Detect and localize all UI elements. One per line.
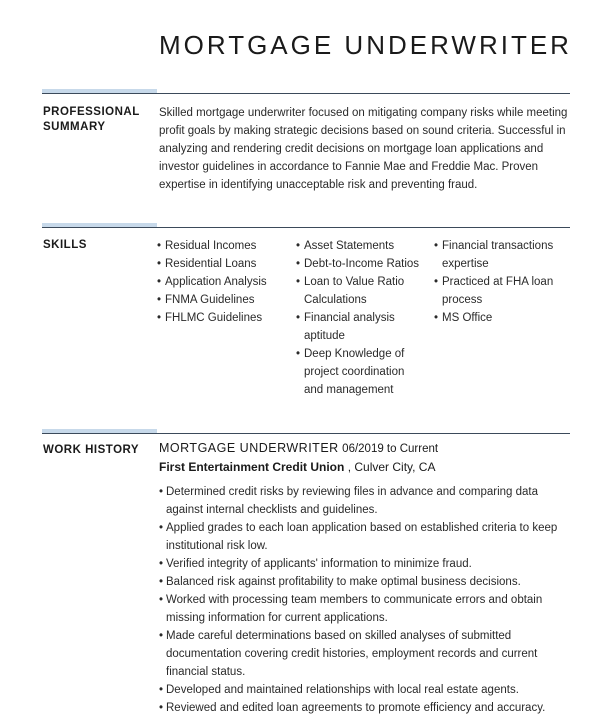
skill-item: • FNMA Guidelines	[157, 291, 289, 309]
skill-item: • Loan to Value Ratio Calculations	[296, 273, 409, 309]
skills-column-1	[157, 237, 289, 327]
skill-item: • Financial transactions expertise	[434, 237, 557, 273]
skill-item: • Application Analysis	[157, 273, 289, 291]
skill-item: • FHLMC Guidelines	[157, 309, 289, 327]
summary-text: Skilled mortgage underwriter focused on mitigating company risks while meeting profit goals by making strategic decisions based on sound criteria. Successful in analyzing and rendering credit decisions on mortgage loan applications and investor guidelines in accordance to Fannie Mae and Freddie Mac. Proven expertise in identifying unacceptable risk and preventing fraud.	[159, 107, 568, 191]
skill-item: • Financial analysis aptitude	[296, 309, 404, 345]
summary-heading	[43, 105, 148, 135]
skills-heading: SKILLS	[43, 239, 87, 251]
skill-item: • Residential Loans	[157, 255, 289, 273]
list-item: • Applied grades to each loan application based on established criteria to keep institutional risk low.	[159, 519, 571, 555]
section-divider	[42, 93, 570, 94]
skill-item: • Practiced at FHA loan process	[434, 273, 557, 309]
list-item: • Determined credit risks by reviewing files in advance and comparing data against internal checklists and guidelines.	[159, 483, 571, 519]
employer-location: , Culver City, CA	[347, 460, 436, 474]
list-item: • Balanced risk against profitability to make optimal business decisions.	[159, 573, 571, 591]
job-header	[159, 441, 438, 455]
section-divider	[42, 433, 570, 434]
job-title: MORTGAGE UNDERWRITER	[159, 441, 339, 455]
summary-heading-line2: SUMMARY	[43, 121, 106, 133]
summary-heading-line1: PROFESSIONAL	[43, 106, 140, 118]
page-title: MORTGAGE UNDERWRITER	[159, 30, 572, 60]
skills-column-2	[296, 237, 424, 399]
employer-name: First Entertainment Credit Union	[159, 460, 345, 474]
list-item: • Made careful determinations based on skilled analyses of submitted documentation covering credit histories, employment records and current financial status.	[159, 627, 571, 681]
list-item: • Verified integrity of applicants' information to minimize fraud.	[159, 555, 571, 573]
skills-column-3	[434, 237, 560, 327]
section-divider	[42, 227, 570, 228]
list-item: • Reviewed and edited loan agreements to promote efficiency and accuracy.	[159, 699, 571, 717]
list-item: • Developed and maintained relationships with local real estate agents.	[159, 681, 571, 699]
list-item: • Worked with processing team members to communicate errors and obtain missing information for current applications.	[159, 591, 571, 627]
skill-item: • Asset Statements	[296, 237, 424, 255]
skill-item: • Debt-to-Income Ratios	[296, 255, 424, 273]
skill-item: • Deep Knowledge of project coordination and management	[296, 345, 419, 399]
skill-item: • MS Office	[434, 309, 560, 327]
job-dates: 06/2019 to Current	[342, 443, 439, 455]
skill-item: • Residual Incomes	[157, 237, 289, 255]
employer-line	[159, 460, 435, 474]
work-history-heading: WORK HISTORY	[43, 444, 140, 456]
job-duties-list	[159, 483, 571, 717]
